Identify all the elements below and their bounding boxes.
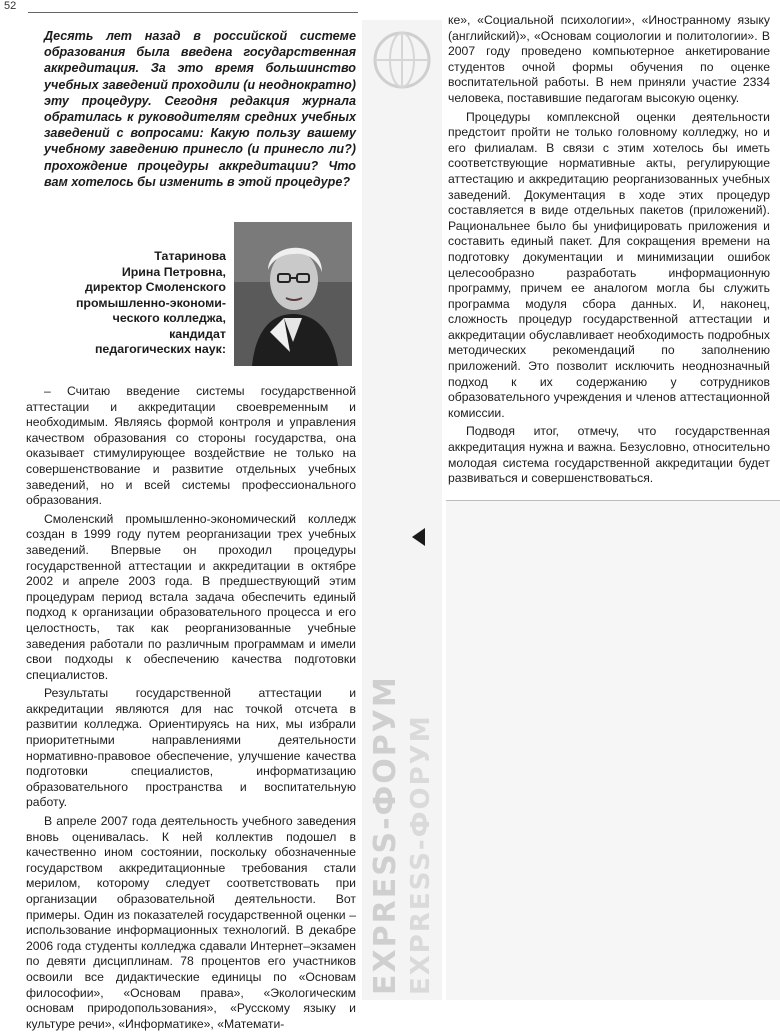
paragraph: Подводя итог, отмечу, что государственная аккредитация нужна и важна. Безусловно, относительно молодая система государственной аккредитации будет развиваться и совершенствоваться. — [448, 424, 770, 486]
globe-logo-icon — [372, 30, 432, 90]
arrow-left-icon — [412, 528, 425, 546]
paragraph-continued: ке», «Социальной психологии», «Иностранному языку (английский)», «Основам социологии и политологии». В 2007 году проведено компьютерное анкетирование студентов очной формы обучения по оценке воспитательной работы. В нем приняли участие 2334 человека, поставившие педагогам высокую оценку. — [448, 13, 770, 105]
band-title-secondary: EXPRESS-ФОРУМ — [406, 714, 436, 995]
band-title: EXPRESS-ФОРУМ — [368, 675, 403, 995]
paragraph: Процедуры комплексной оценки деятельности предстоит пройти не только головному колледжу, но и его филиалам. В связи с этим хотелось бы иметь соответствующие нормативные акты, регулирующие аттестацию и аккредитацию реорганизованных учебных заведений. Документация в ходе этих процедур составляется в виде отдельных пакетов (приложений). Рациональнее было бы унифицировать приложения и составить единый пакет. Для сокращения времени на подготовку документации и минимизации ошибок целесообразно разработать информационную программу, причем ее аналогом могла бы служить программа модуля сбора данных. И, наконец, сложность процедур государственной аттестации и аккредитации обуславливает необходимость подробных методических рекомендаций по заполнению приложений. Это позволит исключить неоднозначный подход к их содержанию у сотрудников образовательного учреждения и членов аттестационной комиссии. — [448, 109, 770, 420]
right-column — [448, 13, 770, 490]
author-title-line-1: директор Смоленского — [85, 280, 226, 294]
paragraph: Смоленский промышленно-экономический колледж создан в 1999 году путем реорганизации трех учебных заведений. Впервые он проходил процедуры государственной аттестации и аккредитации в октябре 2002 и апреле 2003 года. В предшествующий этим процедурам период встала задача обеспечить единый подход к организации образовательного процесса и его целостность, так как реорганизованные учебные заведения работали по различным программам и имели свои подходы к обеспечению качества подготовки специалистов. — [26, 511, 356, 682]
blank-area — [446, 500, 780, 1000]
author-caption — [74, 249, 226, 358]
column-end-rule — [446, 500, 780, 501]
author-surname: Татаринова — [154, 249, 226, 263]
page-number: 52 — [4, 0, 17, 12]
left-column — [26, 384, 356, 1035]
paragraph: В апреле 2007 года деятельность учебного заведения вновь оценивалась. К ней коллектив подошел в качественно ином состоянии, поскольку обозначенные государством аккредитационные требования стали мерилом, которому следует соответствовать при организации образовательной деятельности. Вот примеры. Один из показателей государственной оценки – использование информационных технологий. В декабре 2006 года студенты колледжа сдавали Интернет–экзамен по девяти дисциплинам. 78 процентов его участников освоили все дидактические единицы по «Основам философии», «Основам права», «Экологическим основам природопользования», «Русскому языку и культуре речи», «Информатике», «Математи- — [26, 814, 356, 1031]
author-title-line-3: ческого колледжа, кандидат — [112, 311, 226, 341]
author-title-line-4: педагогических наук: — [94, 342, 226, 356]
intro-question: Десять лет назад в российской системе образования была введена государственная аккредитация. За это время большинство учебных заведений проходили (и неоднократно) эту процедуру. Сегодня редакция журнала обратилась к руководителям средних учебных заведений с вопросами: Какую пользу вашему учебному заведению принесло (и принесло ли?) прохождение процедуры аккредитации? Что вам хотелось бы изменить в этой процедуре? — [44, 29, 356, 189]
paragraph: – Считаю введение системы государственной аттестации и аккредитации своевременным и необходимым. Являясь формой контроля и управления качеством образования со стороны государства, она оказывает стимулирующее воздействие не только на совершенствование и развитие отдельных учебных заведений, но и всей системы профессионального образования. — [26, 384, 356, 508]
author-portrait — [234, 222, 352, 366]
header-rule — [28, 12, 358, 13]
paragraph: Результаты государственной аттестации и аккредитации являются для нас точкой отсчета в развитии колледжа. Ориентируясь на них, мы избрали приоритетными направлениями деятельности нормативно-правовое обеспечение, улучшение качества подготовки специалистов, информатизацию образовательного пространства и воспитательную работу. — [26, 686, 356, 810]
author-given-name: Ирина Петровна, — [121, 264, 226, 279]
decorative-band — [362, 20, 442, 1000]
author-title-line-2: промышленно-экономи- — [75, 295, 226, 310]
